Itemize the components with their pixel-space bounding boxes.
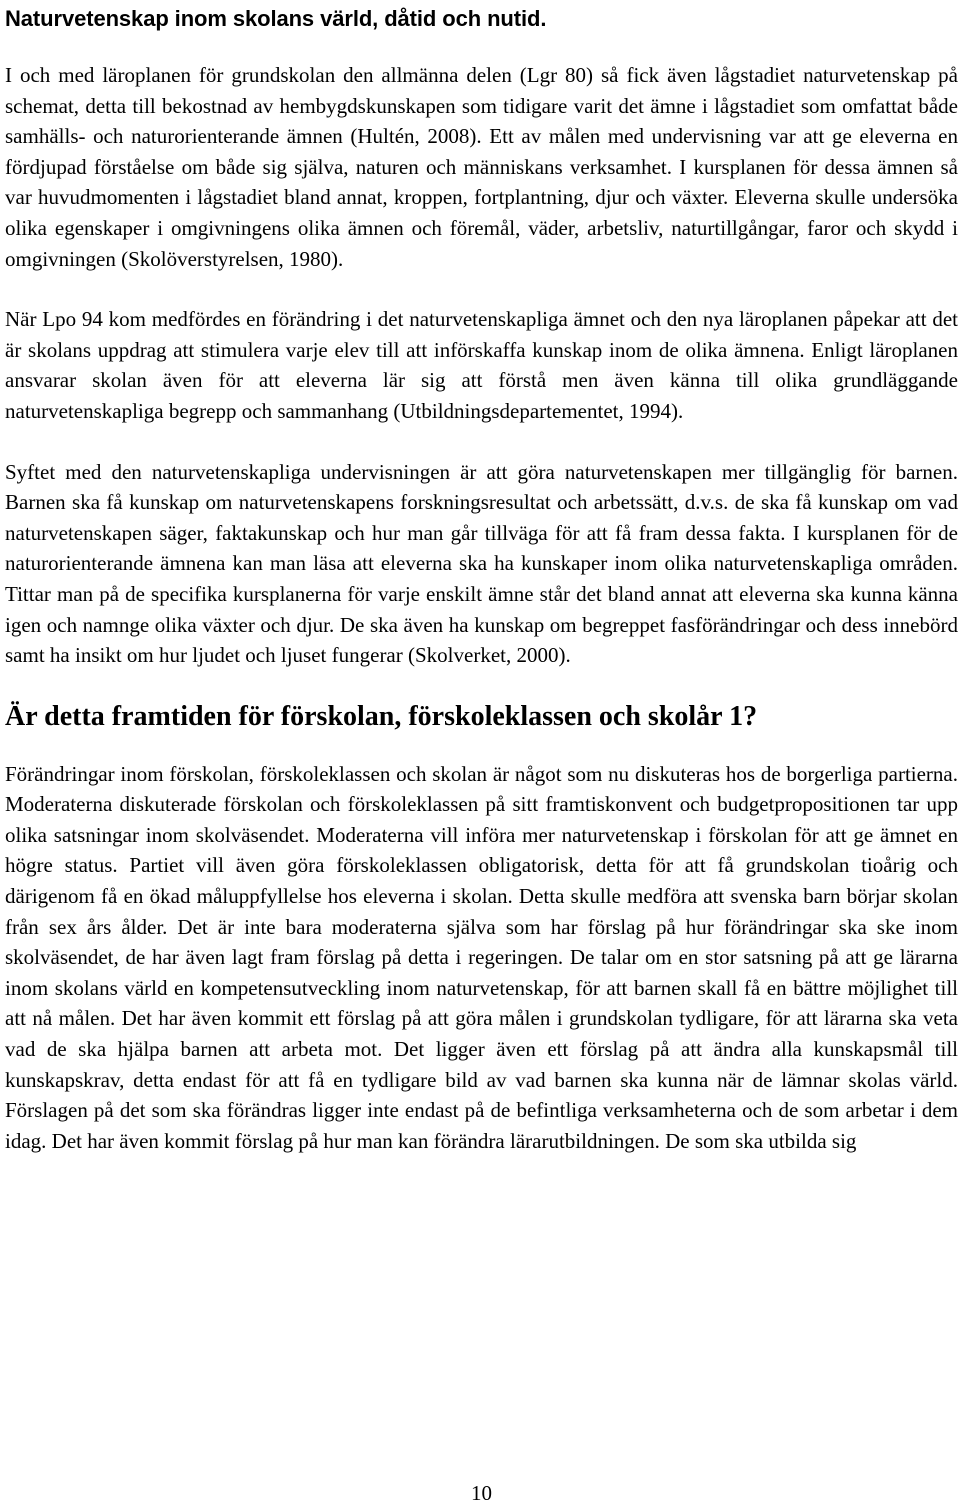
page-number: 10 (471, 1481, 492, 1505)
body-paragraph: Syftet med den naturvetenskapliga undervisningen är att göra naturvetenskapen mer tillgänglig för barnen. Barnen ska få kunskap om naturvetenskapens forskningsresultat och arbetssätt, d.v.s. de ska få kunskap om vad naturvetenskapen säger, faktakunskap och hur man går tillväga för att få fram dessa fakta. I kursplanen för de naturorienterande ämnena kan man läsa att eleverna ska ha kunskaper inom olika naturvetenskapliga områden. Tittar man på de specifika kursplanerna för varje enskilt ämne står det bland annat att eleverna ska kunna känna igen och namnge olika växter och djur. De ska även ha kunskap om begreppet fasförändringar och dess innebörd samt ha insikt om hur ljudet och ljuset fungerar (Skolverket, 2000). (5, 459, 958, 668)
section-heading: Naturvetenskap inom skolans värld, dåtid och nutid. (5, 6, 547, 31)
body-paragraph: Förändringar inom förskolan, förskoleklassen och skolan är något som nu diskuteras hos de borgerliga partierna. Moderaterna diskuterade förskolan och förskoleklassen på sitt framtiskonvent och budgetpropositionen tar upp olika satsningar inom skolväsendet. Moderaterna vill införa mer naturvetenskap i förskolan för att ge ämnet en högre status. Partiet vill även göra förskoleklassen obligatorisk, detta för att få grundskolan tioårig och därigenom få en ökad måluppfyllelse hos eleverna i skolan. Detta skulle medföra att svenska barn börjar skolan från sex års ålder. Det är inte bara moderaterna själva som har förslag på hur förändringar ska ske inom skolväsendet, de har även lagt fram förslag på detta i regeringen. De talar om en stor satsning på att ge lärarna inom skolans värld en kompetensutveckling inom naturvetenskap, för att barnen skall få en bättre möjlighet till att nå målen. Det har även kommit ett förslag på att göra målen i grundskolan tydligare, för att lärarna ska veta vad de ska hjälpa barnen att arbeta mot. Det ligger även ett förslag på att ändra alla kunskapsmål till kunskapskrav, detta endast för att få en tydligare bild av vad barnen ska kunna när de lämnar skolas värld. Förslagen på det som ska förändras ligger inte endast på de befintliga verksamheterna och de som arbetar i dem idag. Det har även kommit förslag på hur man kan förändra lärarutbildningen. De som ska utbilda sig (5, 761, 958, 1153)
subsection-heading: Är detta framtiden för förskolan, förskoleklassen och skolår 1? (5, 700, 758, 732)
body-paragraph: I och med läroplanen för grundskolan den allmänna delen (Lgr 80) så fick även lågstadiet naturvetenskap på schemat, detta till bekostnad av hembygdskunskapen som tidigare varit det ämne i lågstadiet som omfattat både samhälls- och naturorienterande ämnen (Hultén, 2008). Ett av målen med undervisning var att ge eleverna en fördjupad förståelse om både sig själva, naturen och människans verksamhet. I kursplanen för dessa ämnen så var huvudmomenten i lågstadiet bland annat, kroppen, fortplantning, djur och växter. Eleverna skulle undersöka olika egenskaper i omgivningens olika ämnen och föremål, väder, arbetsliv, naturtillgångar, faror och skydd i omgivningen (Skolöverstyrelsen, 1980). (5, 63, 958, 271)
document-page (5, 0, 958, 1508)
body-paragraph: När Lpo 94 kom medfördes en förändring i det naturvetenskapliga ämnet och den nya läroplanen påpekar att det är skolans uppdrag att stimulera varje elev till att införskaffa kunskap inom de olika ämnena. Enligt läroplanen ansvarar skolan även för att eleverna lär sig att förstå men även känna till olika grundläggande naturvetenskapliga begrepp och sammanhang (Utbildningsdepartementet, 1994). (5, 307, 958, 423)
